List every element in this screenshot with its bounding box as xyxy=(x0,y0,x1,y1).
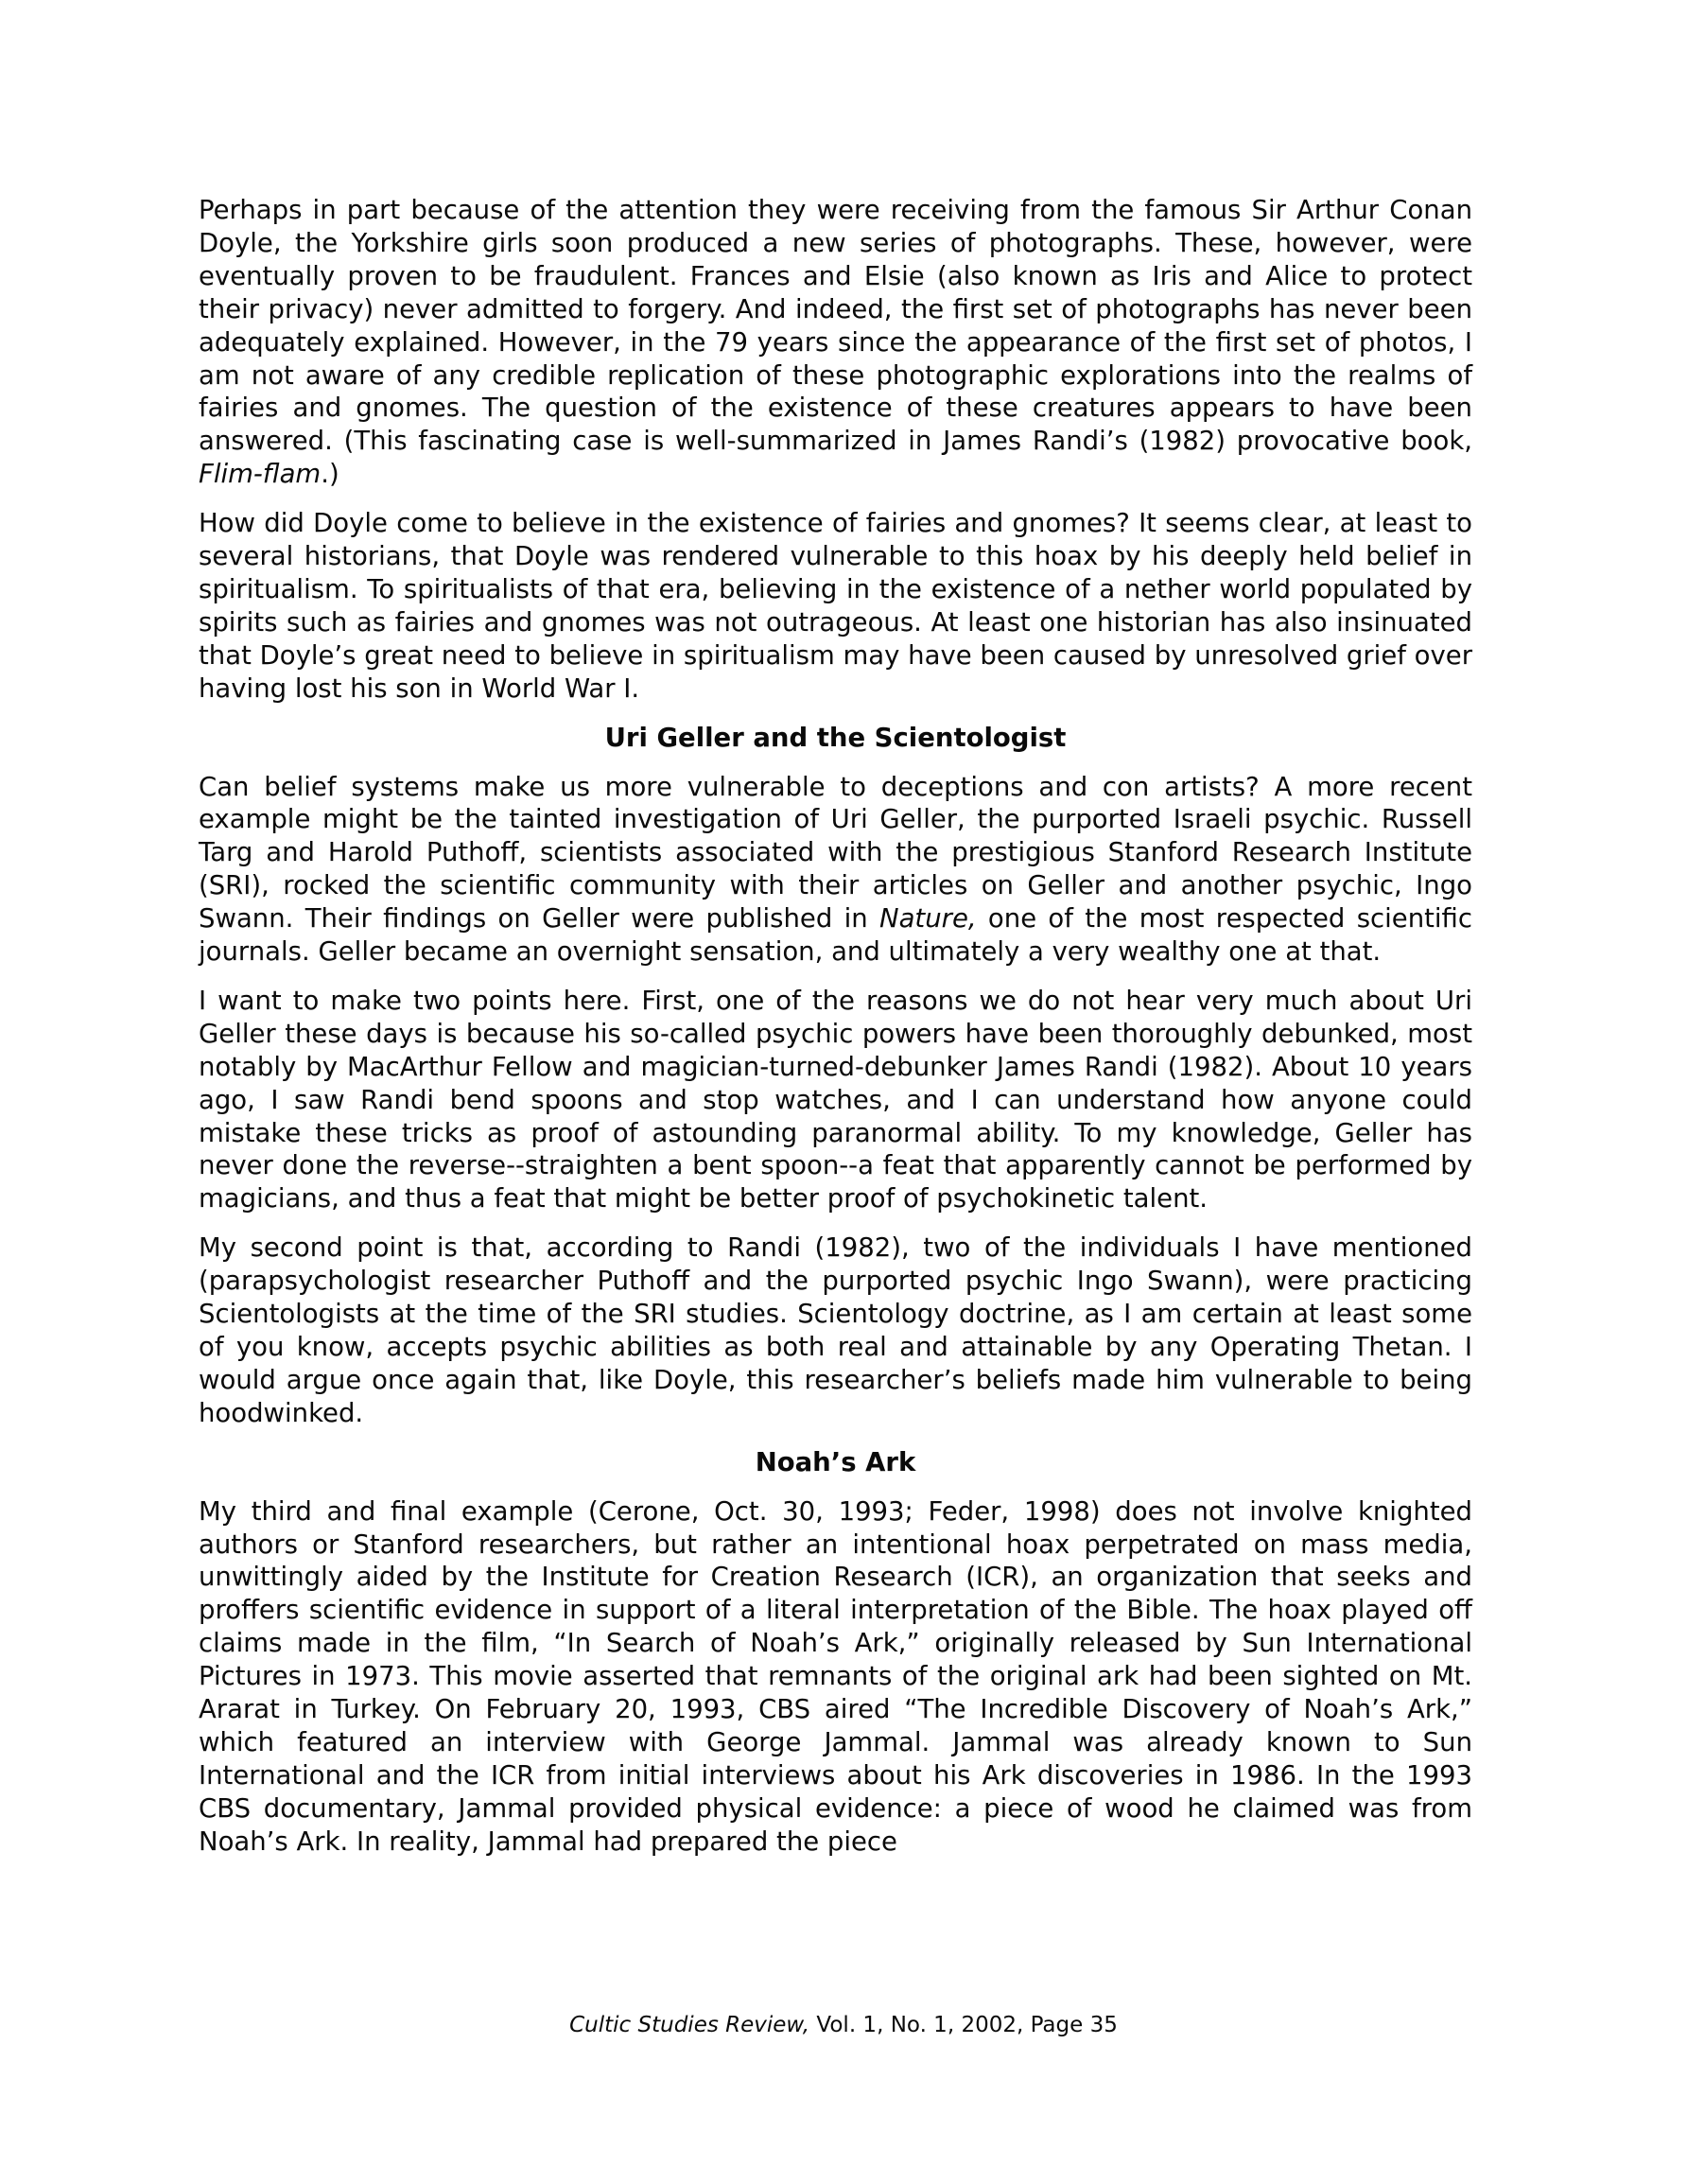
paragraph-doyle-belief: How did Doyle come to believe in the existence of fairies and gnomes? It seems clear, at least to several historians, that Doyle was rendered vulnerable to this hoax by his deeply held belief in spiritualism. To spiritualists of that era, believing in the existence of a nether world populated by spirits such as fairies and gnomes was not outrageous. At least one historian has also insinuated that Doyle’s great need to believe in spiritualism may have been caused by unresolved grief over having lost his son in World War I. xyxy=(199,508,1472,704)
paragraph-two-points: I want to make two points here. First, one of the reasons we do not hear very much about Uri Geller these days is because his so-called psychic powers have been thoroughly debunked, most notably by MacArthur Fellow and magician-turned-debunker James Randi (1982). About 10 years ago, I saw Randi bend spoons and stop watches, and I can understand how anyone could mistake these tricks as proof of astounding paranormal ability. To my knowledge, Geller has never done the reverse--straighten a bent spoon--a feat that apparently cannot be performed by magicians, and thus a feat that might be better proof of psychokinetic talent. xyxy=(199,985,1472,1214)
paragraph-text: Perhaps in part because of the attention they were receiving from the famous Sir Arthur Conan Doyle, the Yorkshire girls soon produced a new series of photographs. These, however, were eventually proven to be fraudulent. Frances and Elsie (also known as Iris and Alice to protect their privacy) never admitted to forgery. And indeed, the first set of photographs has never been adequately explained. However, in the 79 years since the appearance of the first set of photos, I am not aware of any credible replication of these photographic explorations into the realms of fairies and gnomes. The question of the existence of these creatures appears to have been answered. (This fascinating case is well-summarized in James Randi’s (1982) provocative book, xyxy=(199,195,1472,457)
paragraph-text: .) xyxy=(321,459,339,490)
paragraph-text: one of the most respected scientific journals. Geller became an overnight sensation, and ultimately a very wealthy one at that. xyxy=(199,903,1472,968)
footer-journal-name: Cultic Studies Review, xyxy=(569,2013,810,2037)
paragraph-geller-investigation xyxy=(199,771,1472,969)
section-heading-uri-geller: Uri Geller and the Scientologist xyxy=(604,722,1067,753)
paragraph-noahs-ark-hoax: My third and final example (Cerone, Oct. 30, 1993; Feder, 1998) does not involve knighted authors or Stanford researchers, but rather an intentional hoax perpetrated on mass media, unwittingly aided by the Institute for Creation Research (ICR), an organization that seeks and proffers scientific evidence in support of a literal interpretation of the Bible. The hoax played off claims made in the film, “In Search of Noah’s Ark,” originally released by Sun International Pictures in 1973. This movie asserted that remnants of the original ark had been sighted on Mt. Ararat in Turkey. On February 20, 1993, CBS aired “The Incredible Discovery of Noah’s Ark,” which featured an interview with George Jammal. Jammal was already known to Sun International and the ICR from initial interviews about his Ark discoveries in 1986. In the 1993 CBS documentary, Jammal provided physical evidence: a piece of wood he claimed was from Noah’s Ark. In reality, Jammal had prepared the piece xyxy=(199,1495,1472,1857)
book-title-flim-flam: Flim-flam xyxy=(199,459,322,490)
footer-issue-details: Vol. 1, No. 1, 2002, Page 35 xyxy=(809,2013,1118,2037)
document-body xyxy=(199,194,1472,1875)
paragraph-text: Can belief systems make us more vulnerable to deceptions and con artists? A more recent example might be the tainted investigation of Uri Geller, the purported Israeli psychic. Russell Targ and Harold Puthoff, scientists associated with the prestigious Stanford Research Institute (SRI), rocked the scientific community with their articles on Geller and another psychic, Ingo Swann. Their findings on Geller were published in xyxy=(199,771,1472,935)
paragraph-fairy-photographs xyxy=(199,194,1472,491)
page-footer xyxy=(0,2011,1687,2039)
paragraph-second-point: My second point is that, according to Randi (1982), two of the individuals I have mentioned (parapsychologist researcher Puthoff and the purported psychic Ingo Swann), were practicing Scientologists at the time of the SRI studies. Scientology doctrine, as I am certain at least some of you know, accepts psychic abilities as both real and attainable by any Operating Thetan. I would argue once again that, like Doyle, this researcher’s beliefs made him vulnerable to being hoodwinked. xyxy=(199,1232,1472,1428)
journal-title-nature: Nature, xyxy=(879,903,977,935)
section-heading-noahs-ark: Noah’s Ark xyxy=(755,1446,916,1477)
